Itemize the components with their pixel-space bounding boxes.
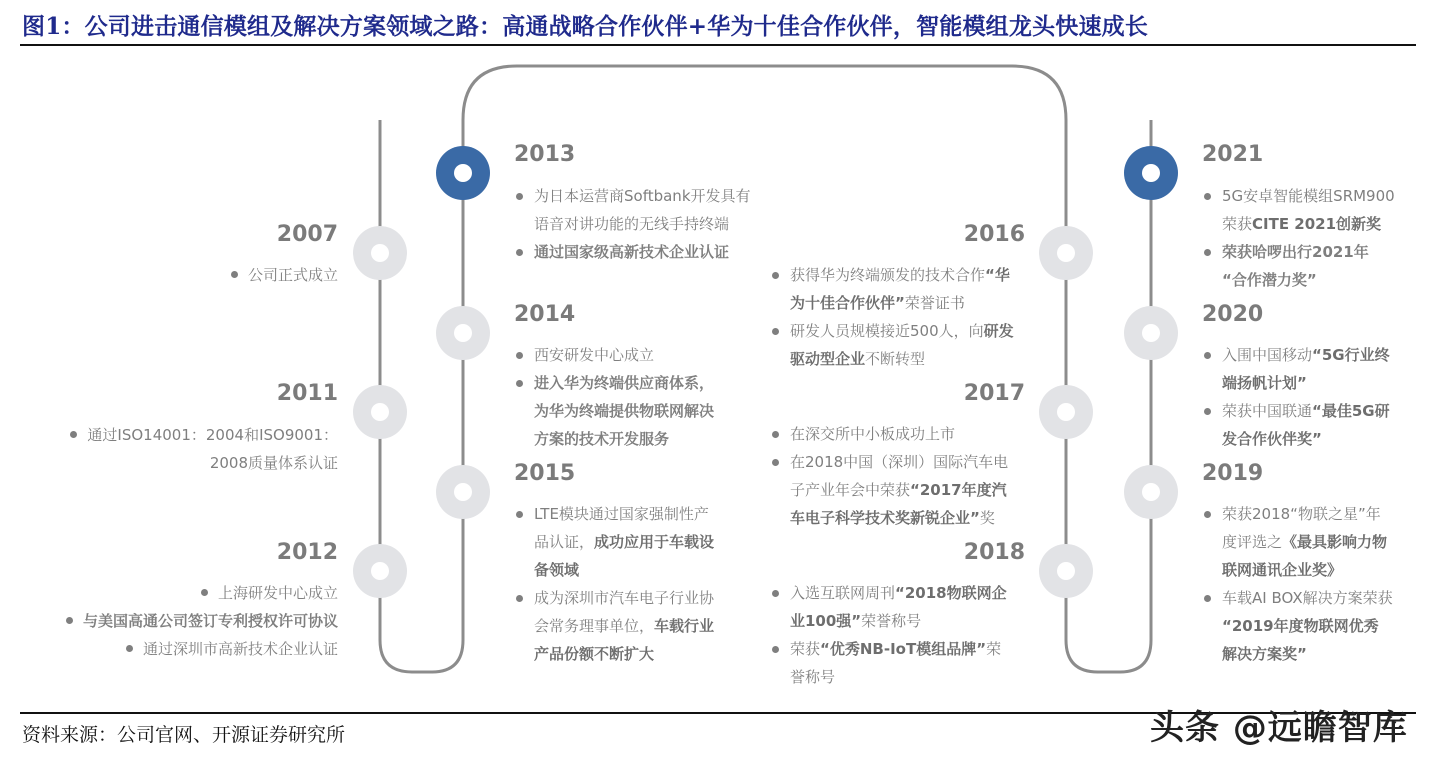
event-item: 通过ISO14001：2004和ISO9001：	[20, 421, 338, 449]
events-2012	[20, 579, 338, 663]
events-2007	[20, 261, 338, 289]
node-2017	[1039, 385, 1093, 439]
node-2007	[353, 226, 407, 280]
source-note: 资料来源：公司官网、开源证券研究所	[22, 724, 346, 746]
event-item: 荣获2018“物联之星”年 度评选之《最具影响力物 联网通讯企业奖》	[1200, 500, 1420, 584]
year-2011: 2011	[276, 381, 338, 406]
year-2013: 2013	[514, 142, 576, 167]
event-item: 5G安卓智能模组SRM900 荣获CITE 2021创新奖	[1200, 182, 1420, 238]
events-2011	[20, 421, 338, 477]
node-2014	[436, 306, 490, 360]
event-item: 上海研发中心成立	[20, 579, 338, 607]
event-item: 在深交所中小板成功上市	[768, 420, 1038, 448]
event-item: 与美国高通公司签订专利授权许可协议	[20, 607, 338, 635]
event-item: 公司正式成立	[20, 261, 338, 289]
node-2015	[436, 465, 490, 519]
event-item: 入围中国移动“5G行业终 端扬帆计划”	[1200, 341, 1420, 397]
event-item: 在2018中国（深圳）国际汽车电 子产业年会中荣获“2017年度汽 车电子科学技术奖新锐企业”奖	[768, 448, 1038, 532]
events-2019	[1200, 500, 1420, 668]
year-2014: 2014	[514, 302, 576, 327]
year-2019: 2019	[1202, 461, 1264, 486]
year-2012: 2012	[276, 540, 338, 565]
event-item: 通过国家级高新技术企业认证	[512, 238, 772, 266]
event-item: 为日本运营商Softbank开发具有 语音对讲功能的无线手持终端	[512, 182, 772, 238]
node-2011	[353, 385, 407, 439]
event-item: 荣获“优秀NB-IoT模组品牌”荣 誉称号	[768, 635, 1038, 691]
events-2020	[1200, 341, 1420, 453]
node-2012	[353, 544, 407, 598]
events-2016	[768, 261, 1038, 373]
year-2016: 2016	[963, 222, 1025, 247]
watermark: 头条 @远瞻智库	[1150, 708, 1408, 748]
node-2019	[1124, 465, 1178, 519]
figure-title: 图1：公司进击通信模组及解决方案领域之路：高通战略合作伙伴+华为十佳合作伙伴，智能模组龙头快速成长	[22, 13, 1149, 40]
events-2021	[1200, 182, 1420, 294]
event-item: 进入华为终端供应商体系， 为华为终端提供物联网解决 方案的技术开发服务	[512, 369, 772, 453]
year-2007: 2007	[276, 222, 338, 247]
year-2018: 2018	[963, 540, 1025, 565]
year-2020: 2020	[1202, 302, 1264, 327]
year-2017: 2017	[963, 381, 1025, 406]
events-2018	[768, 579, 1038, 691]
node-2021-active	[1124, 146, 1178, 200]
event-item: 荣获中国联通“最佳5G研 发合作伙伴奖”	[1200, 397, 1420, 453]
events-2017	[768, 420, 1038, 532]
event-item: 研发人员规模接近500人，向研发 驱动型企业不断转型	[768, 317, 1038, 373]
event-item: 通过深圳市高新技术企业认证	[20, 635, 338, 663]
year-2021: 2021	[1202, 142, 1264, 167]
node-2018	[1039, 544, 1093, 598]
node-2016	[1039, 226, 1093, 280]
event-item: 2008质量体系认证	[209, 454, 338, 472]
events-2014	[512, 341, 772, 453]
node-2013-active	[436, 146, 490, 200]
node-2020	[1124, 306, 1178, 360]
events-2013	[512, 182, 772, 266]
event-item: 成为深圳市汽车电子行业协 会常务理事单位，车载行业 产品份额不断扩大	[512, 584, 772, 668]
event-item: 车载AI BOX解决方案荣获 “2019年度物联网优秀 解决方案奖”	[1200, 584, 1420, 668]
event-item: 获得华为终端颁发的技术合作“华 为十佳合作伙伴”荣誉证书	[768, 261, 1038, 317]
events-2015	[512, 500, 772, 668]
event-item: 入选互联网周刊“2018物联网企 业100强”荣誉称号	[768, 579, 1038, 635]
event-item: 西安研发中心成立	[512, 341, 772, 369]
year-2015: 2015	[514, 461, 576, 486]
event-item: LTE模块通过国家强制性产 品认证，成功应用于车载设 备领域	[512, 500, 772, 584]
event-item: 荣获哈啰出行2021年 “合作潜力奖”	[1200, 238, 1420, 294]
